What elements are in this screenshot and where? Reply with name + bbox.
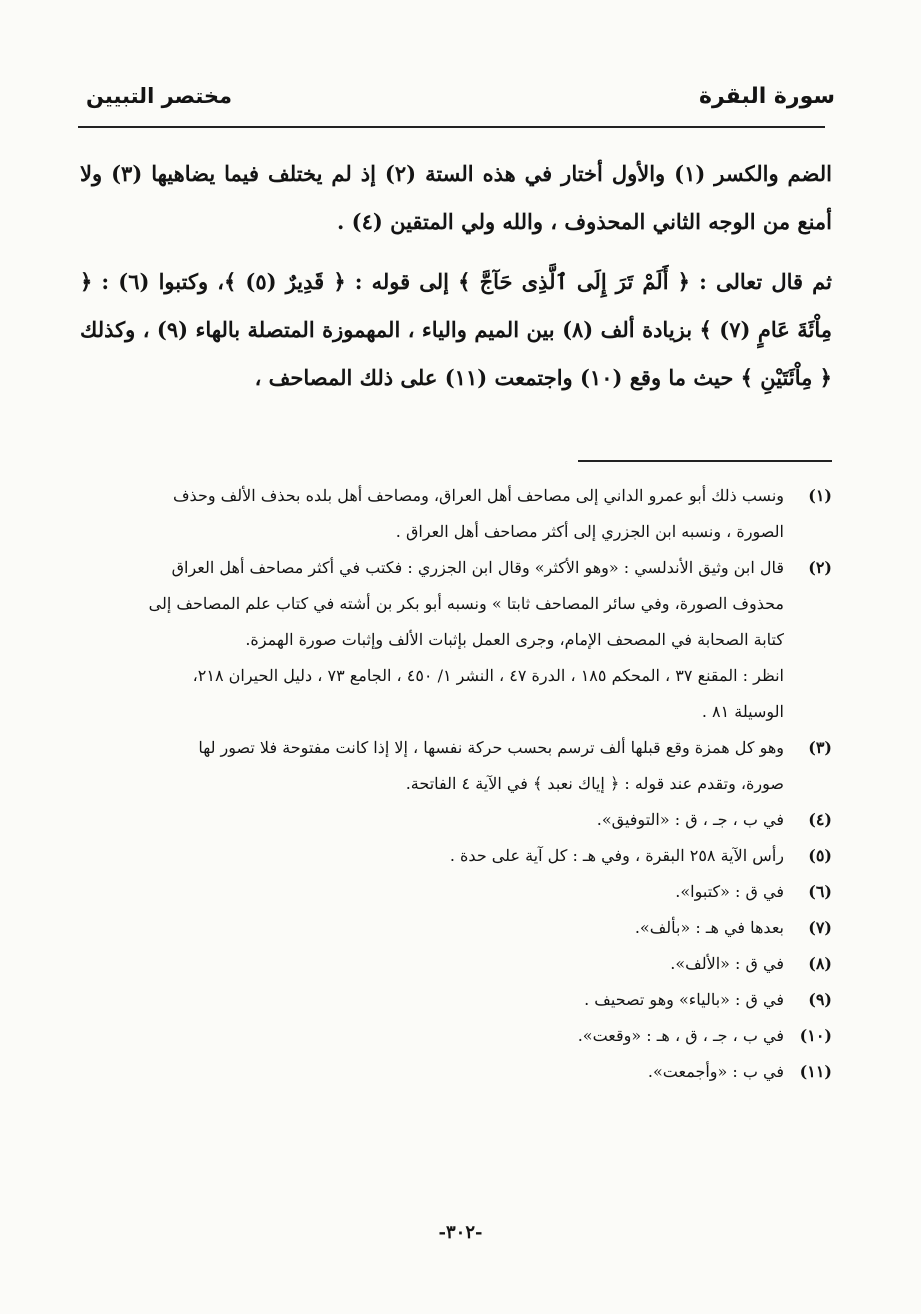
footnote-line: ونسب ذلك أبو عمرو الداني إلى مصاحف أهل العراق، ومصاحف أهل بلده بحذف الألف وحذف <box>172 486 784 505</box>
footnote-number: (١٠) <box>799 1026 832 1045</box>
footnote <box>80 1018 832 1054</box>
footnote-line: رأس الآية ٢٥٨ البقرة ، وفي هـ : كل آية على حدة . <box>449 846 784 865</box>
footnote-line: صورة، وتقدم عند قوله : ﴿ إياك نعبد ﴾ في الآية ٤ الفاتحة. <box>405 774 784 793</box>
footnote-line: في ق : «كتبوا». <box>675 882 784 901</box>
footnote <box>80 838 832 874</box>
footnote-number: (٣) <box>808 738 832 757</box>
footnote-line: في ب : «وأجمعت». <box>647 1062 784 1081</box>
footnotes <box>80 478 832 1090</box>
footnote <box>80 910 832 946</box>
footnote-text <box>80 478 784 550</box>
footnote-line: انظر : المقنع ٣٧ ، المحكم ١٨٥ ، الدرة ٤٧ ، النشر ١/ ٤٥٠ ، الجامع ٧٣ ، دليل الحيران ٢١٨، <box>192 666 784 685</box>
footnote-line: بعدها في هـ : «بألف». <box>634 918 784 937</box>
footnote <box>80 730 832 802</box>
footnote-number: (٦) <box>808 882 832 901</box>
footnote-text <box>80 550 784 730</box>
footnote-number: (٤) <box>808 810 832 829</box>
footnote-line: كتابة الصحابة في المصحف الإمام، وجرى العمل بإثبات الألف وإثبات صورة الهمزة. <box>245 630 784 649</box>
footnote <box>80 946 832 982</box>
footnote-text <box>80 730 784 802</box>
footnote-text <box>80 946 784 982</box>
footnote-text <box>80 1018 784 1054</box>
footnote <box>80 874 832 910</box>
footnote-text <box>80 982 784 1018</box>
footnote-rule <box>578 460 832 462</box>
footnote <box>80 802 832 838</box>
footnote-line: في ق : «الألف». <box>670 954 784 973</box>
footnote-text <box>80 874 784 910</box>
footnote-line: في ق : «بالياء» وهو تصحيف . <box>584 990 784 1009</box>
footnote <box>80 982 832 1018</box>
footnote <box>80 478 832 550</box>
footnote-line: قال ابن وثيق الأندلسي : «وهو الأكثر» وقال ابن الجزري : فكتب في أكثر مصاحف أهل العراق <box>171 558 784 577</box>
footnote-number: (١) <box>808 486 832 505</box>
running-header <box>86 84 835 120</box>
footnote-line: في ب ، جـ ، ق ، هـ : «وقعت». <box>577 1026 784 1045</box>
main-paragraph-2: ثم قال تعالى : ﴿ أَلَمْ تَرَ إِلَى ٱلَّذِى حَآجَّ ﴾ إلى قوله : ﴿ قَدِيرٌ (٥) ﴾، وكتبوا (٦) : ﴿ مِاْئَةَ عَامٍ (٧) ﴾ بزيادة ألف (٨) بين الميم والياء ، المهموزة المتصلة بالهاء (٩) ، وكذلك ﴿ مِاْئَتَيْنِ ﴾ حيث ما وقع (١٠) واجتمعت (١١) على ذلك المصاحف ، <box>80 269 833 390</box>
main-text <box>80 150 832 402</box>
footnote-text <box>80 1054 784 1090</box>
footnote-number: (٨) <box>808 954 832 973</box>
book-title: مختصر التبيين <box>86 84 233 108</box>
footnote-number: (٧) <box>808 918 832 937</box>
footnote-text <box>80 802 784 838</box>
footnote-line: وهو كل همزة وقع قبلها ألف ترسم بحسب حركة نفسها ، إلا إذا كانت مفتوحة فلا تصور لها <box>198 738 784 757</box>
page-number: -٣٠٢- <box>438 1222 483 1243</box>
footnote-number: (١١) <box>799 1062 832 1081</box>
footnote-number: (٢) <box>808 558 832 577</box>
footnote-number: (٩) <box>808 990 832 1009</box>
footnote-number: (٥) <box>808 846 832 865</box>
footnote <box>80 550 832 730</box>
footnote-line: الوسيلة ٨١ . <box>701 702 784 721</box>
footnote-text <box>80 838 784 874</box>
header-rule <box>78 126 825 128</box>
footnote-line: الصورة ، ونسبه ابن الجزري إلى أكثر مصاحف أهل العراق . <box>395 522 784 541</box>
footnote-line: محذوف الصورة، وفي سائر المصاحف ثابتا » ونسبه أبو بكر بن أشته في كتاب علم المصاحف إلى <box>148 594 784 613</box>
footnote-text <box>80 910 784 946</box>
footnote-line: في ب ، جـ ، ق : «التوفيق». <box>596 810 784 829</box>
surah-title: سورة البقرة <box>698 84 835 109</box>
main-paragraph-1: الضم والكسر (١) والأول أختار في هذه الستة (٢) إذ لم يختلف فيما يضاهيها (٣) ولا أمنع من الوجه الثاني المحذوف ، والله ولي المتقين (٤) . <box>80 161 832 234</box>
footnote <box>80 1054 832 1090</box>
